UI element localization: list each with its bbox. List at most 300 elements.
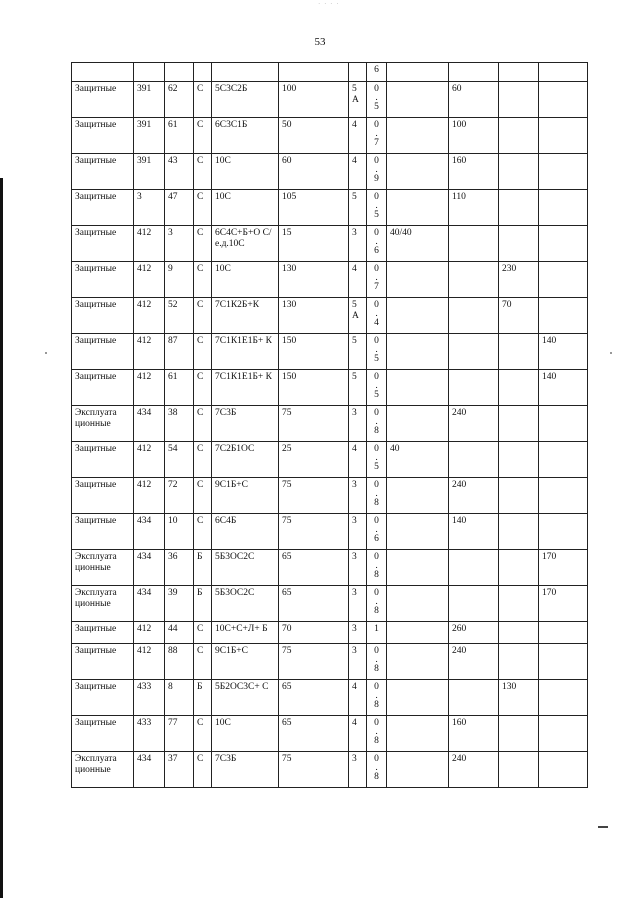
table-cell: 7С3Б	[212, 752, 279, 788]
table-cell	[539, 154, 588, 190]
density-cell	[367, 586, 387, 622]
table-cell: Эксплуата ционные	[72, 550, 134, 586]
table-cell: Защитные	[72, 442, 134, 478]
table-cell: 240	[449, 406, 499, 442]
density-cell	[367, 644, 387, 680]
table-cell: 110	[449, 190, 499, 226]
table-cell: Защитные	[72, 514, 134, 550]
table-cell: 3	[134, 190, 165, 226]
binding-edge-line	[0, 178, 3, 898]
table-cell: 77	[165, 716, 194, 752]
density-part: .	[375, 488, 378, 499]
table-cell	[499, 478, 539, 514]
density-part: 5	[374, 353, 379, 364]
density-part: 0	[374, 192, 379, 202]
table-row	[72, 118, 588, 154]
table-cell: 6С3С1Б	[212, 118, 279, 154]
table-cell	[387, 716, 449, 752]
scan-mark-dash	[598, 826, 608, 828]
table-row	[72, 550, 588, 586]
table-cell: Защитные	[72, 298, 134, 334]
table-cell	[499, 442, 539, 478]
table-cell: 100	[449, 118, 499, 154]
density-part: 0	[374, 300, 379, 310]
table-cell	[449, 298, 499, 334]
table-cell: С	[194, 622, 212, 644]
table-cell: 230	[499, 262, 539, 298]
table-cell: 434	[134, 514, 165, 550]
table-cell: 65	[279, 680, 349, 716]
density-part: .	[375, 452, 378, 463]
density-part: 0	[374, 336, 379, 346]
table-row	[72, 478, 588, 514]
table-cell: 170	[539, 550, 588, 586]
table-cell	[387, 118, 449, 154]
table-cell: 5	[349, 370, 367, 406]
table-cell: 70	[279, 622, 349, 644]
density-part: 0	[374, 588, 379, 598]
table-row	[72, 298, 588, 334]
table-cell: 65	[279, 586, 349, 622]
table-cell: 5 А	[349, 82, 367, 118]
table-cell: 65	[279, 716, 349, 752]
table-cell: 140	[539, 334, 588, 370]
table-cell	[449, 262, 499, 298]
table-row	[72, 680, 588, 716]
table-cell: 434	[134, 586, 165, 622]
table-cell: 5 А	[349, 298, 367, 334]
table-cell: 7С1К1Е1Б+ К	[212, 370, 279, 406]
table-cell: 391	[134, 118, 165, 154]
table-row	[72, 82, 588, 118]
table-cell: 7С3Б	[212, 406, 279, 442]
table-cell: С	[194, 190, 212, 226]
density-part: .	[375, 560, 378, 571]
table-row	[72, 190, 588, 226]
table-cell	[539, 514, 588, 550]
table-cell	[449, 680, 499, 716]
table-cell: 160	[449, 716, 499, 752]
table-row	[72, 406, 588, 442]
table-cell: 412	[134, 334, 165, 370]
table-cell: 10С+С+Л+ Б	[212, 622, 279, 644]
table-cell: 36	[165, 550, 194, 586]
table-cell	[499, 586, 539, 622]
table-cell: Защитные	[72, 370, 134, 406]
table-cell: 3	[349, 622, 367, 644]
table-cell: 5	[349, 334, 367, 370]
table-cell: Эксплуата ционные	[72, 752, 134, 788]
table-cell: Б	[194, 550, 212, 586]
table-cell: 3	[349, 550, 367, 586]
density-part: 5	[374, 389, 379, 400]
table-cell: 412	[134, 442, 165, 478]
table-cell: Защитные	[72, 82, 134, 118]
table-cell	[387, 154, 449, 190]
density-part: 6	[374, 533, 379, 544]
table-cell: 9С1Б+С	[212, 478, 279, 514]
table-cell	[387, 622, 449, 644]
table-cell: 3	[349, 586, 367, 622]
table-cell: 434	[134, 406, 165, 442]
table-cell: 4	[349, 716, 367, 752]
table-cell: 70	[499, 298, 539, 334]
table-cell	[539, 716, 588, 752]
table-cell: 434	[134, 752, 165, 788]
table-cell	[499, 334, 539, 370]
table-cell: 5	[349, 190, 367, 226]
table-cell: 88	[165, 644, 194, 680]
table-cell	[499, 370, 539, 406]
table-row	[72, 334, 588, 370]
table-cell: 10С	[212, 154, 279, 190]
table-cell: Эксплуата ционные	[72, 586, 134, 622]
density-part: 8	[374, 735, 379, 746]
table-cell: С	[194, 442, 212, 478]
density-part: 0	[374, 84, 379, 94]
density-part: 0	[374, 372, 379, 382]
table-cell	[499, 752, 539, 788]
density-cell	[367, 118, 387, 154]
table-cell: 412	[134, 622, 165, 644]
table-cell: Защитные	[72, 680, 134, 716]
table-cell	[539, 680, 588, 716]
table-cell: 40	[387, 442, 449, 478]
table-cell: С	[194, 644, 212, 680]
density-part: 8	[374, 425, 379, 436]
density-cell	[367, 514, 387, 550]
density-cell	[367, 226, 387, 262]
table-cell: 412	[134, 226, 165, 262]
table-cell	[387, 334, 449, 370]
table-cell	[387, 82, 449, 118]
table-cell	[499, 622, 539, 644]
density-cell	[367, 442, 387, 478]
density-cell	[367, 716, 387, 752]
table-cell: 7С2Б1ОС	[212, 442, 279, 478]
table-cell: 412	[134, 370, 165, 406]
table-cell: 130	[499, 680, 539, 716]
table-cell	[499, 716, 539, 752]
density-part: .	[375, 654, 378, 665]
table-row	[72, 442, 588, 478]
density-part: 0	[374, 228, 379, 238]
table-cell	[539, 82, 588, 118]
table-row	[72, 370, 588, 406]
table-cell: 412	[134, 478, 165, 514]
density-part: 0	[374, 646, 379, 656]
table-cell: 7С1К2Б+К	[212, 298, 279, 334]
table-row	[72, 622, 588, 644]
table-cell	[499, 550, 539, 586]
table-cell	[539, 226, 588, 262]
density-part: 0	[374, 444, 379, 454]
density-part: 1	[374, 624, 379, 634]
table-cell: 62	[165, 82, 194, 118]
density-cell	[367, 680, 387, 716]
table-cell: 150	[279, 334, 349, 370]
table-cell: 434	[134, 550, 165, 586]
table-cell: Защитные	[72, 644, 134, 680]
table-cell: 75	[279, 752, 349, 788]
density-part: 6	[374, 245, 379, 256]
table-row	[72, 262, 588, 298]
table-cell: 3	[165, 226, 194, 262]
table-cell	[449, 442, 499, 478]
table-cell: 391	[134, 154, 165, 190]
table-cell: Защитные	[72, 154, 134, 190]
table-cell	[499, 190, 539, 226]
table-cell: С	[194, 82, 212, 118]
table-cell: С	[194, 478, 212, 514]
density-part: 5	[374, 209, 379, 220]
table-cell	[539, 752, 588, 788]
table-cell: 4	[349, 680, 367, 716]
density-cell	[367, 82, 387, 118]
table-cell: Защитные	[72, 716, 134, 752]
density-cell	[367, 406, 387, 442]
density-part: 7	[374, 137, 379, 148]
table-cell	[449, 226, 499, 262]
table-cell: 47	[165, 190, 194, 226]
table-row	[72, 63, 588, 82]
table-cell: 433	[134, 716, 165, 752]
density-part: 5	[374, 461, 379, 472]
table-cell: 87	[165, 334, 194, 370]
density-part: 8	[374, 497, 379, 508]
table-cell: 6С4С+Б+О С/е.д.10С	[212, 226, 279, 262]
table-cell	[387, 514, 449, 550]
table-cell: 412	[134, 262, 165, 298]
density-part: 8	[374, 771, 379, 782]
table-cell: 160	[449, 154, 499, 190]
table-row	[72, 226, 588, 262]
table-body	[72, 63, 588, 788]
table-cell	[539, 644, 588, 680]
table-cell: 105	[279, 190, 349, 226]
table-cell	[449, 550, 499, 586]
table-cell: 10С	[212, 190, 279, 226]
table-cell: Защитные	[72, 622, 134, 644]
table-cell	[539, 622, 588, 644]
table-cell: 72	[165, 478, 194, 514]
table-cell: 3	[349, 752, 367, 788]
table-cell: 65	[279, 550, 349, 586]
table-cell: 75	[279, 406, 349, 442]
density-cell	[367, 298, 387, 334]
table-cell: 391	[134, 82, 165, 118]
table-cell: С	[194, 118, 212, 154]
table-cell: 3	[349, 514, 367, 550]
density-part: .	[375, 236, 378, 247]
table-cell	[499, 644, 539, 680]
density-cell	[367, 752, 387, 788]
table-cell: 4	[349, 442, 367, 478]
table-cell	[387, 190, 449, 226]
table-cell: 61	[165, 370, 194, 406]
table-cell: 412	[134, 298, 165, 334]
density-cell	[367, 370, 387, 406]
density-part: .	[375, 92, 378, 103]
table-cell: 130	[279, 298, 349, 334]
table-cell	[387, 478, 449, 514]
table-cell	[387, 550, 449, 586]
table-cell	[539, 478, 588, 514]
table-cell: 3	[349, 478, 367, 514]
density-part: 5	[374, 101, 379, 112]
table-cell: С	[194, 752, 212, 788]
table-cell: 240	[449, 478, 499, 514]
table-cell	[539, 298, 588, 334]
table-cell: С	[194, 298, 212, 334]
density-part: .	[375, 524, 378, 535]
table-cell: 60	[449, 82, 499, 118]
table-cell: 61	[165, 118, 194, 154]
density-part: 0	[374, 552, 379, 562]
table-cell	[387, 644, 449, 680]
density-part: 9	[374, 173, 379, 184]
page-number: 53	[314, 36, 326, 48]
table-cell: 140	[449, 514, 499, 550]
table-cell: 4	[349, 118, 367, 154]
scan-artifact: · · · ·	[318, 0, 340, 8]
density-cell	[367, 622, 387, 644]
table-cell	[499, 514, 539, 550]
table-cell	[539, 442, 588, 478]
table-cell: 5Б3ОС2С	[212, 550, 279, 586]
density-part: .	[375, 596, 378, 607]
table-cell: С	[194, 370, 212, 406]
table-cell: 4	[349, 154, 367, 190]
table-cell	[387, 370, 449, 406]
table-cell: 240	[449, 752, 499, 788]
table-cell: 5Б3ОС2С	[212, 586, 279, 622]
density-part: 0	[374, 480, 379, 490]
table-cell: Защитные	[72, 190, 134, 226]
density-part: .	[375, 380, 378, 391]
table-cell: 39	[165, 586, 194, 622]
table-cell	[539, 118, 588, 154]
table-cell	[499, 406, 539, 442]
table-cell: 7С1К1Е1Б+ К	[212, 334, 279, 370]
table-cell	[387, 752, 449, 788]
table-cell: 10	[165, 514, 194, 550]
table-cell: 5С3С2Б	[212, 82, 279, 118]
table-cell: 100	[279, 82, 349, 118]
density-part: 4	[374, 317, 379, 328]
density-part: 0	[374, 120, 379, 130]
scan-speck	[45, 352, 47, 354]
table-cell	[387, 586, 449, 622]
table-cell	[387, 406, 449, 442]
table-row	[72, 586, 588, 622]
table-cell: 3	[349, 406, 367, 442]
table-cell: 10С	[212, 716, 279, 752]
density-cell	[367, 262, 387, 298]
density-cell	[367, 478, 387, 514]
table-cell: 10С	[212, 262, 279, 298]
table-cell: 37	[165, 752, 194, 788]
table-cell: Защитные	[72, 262, 134, 298]
table-cell: 4	[349, 262, 367, 298]
table-cell	[387, 298, 449, 334]
table-cell	[387, 262, 449, 298]
table-cell	[539, 190, 588, 226]
table-cell: 8	[165, 680, 194, 716]
table-cell: С	[194, 406, 212, 442]
table-cell: 3	[349, 226, 367, 262]
table-cell	[449, 586, 499, 622]
table-cell	[499, 118, 539, 154]
table-cell	[539, 262, 588, 298]
table-cell: 44	[165, 622, 194, 644]
density-part: 8	[374, 605, 379, 616]
table-cell: Б	[194, 680, 212, 716]
table-cell	[449, 370, 499, 406]
table-cell	[539, 406, 588, 442]
table-cell: С	[194, 514, 212, 550]
table-cell: Защитные	[72, 118, 134, 154]
table-cell	[449, 334, 499, 370]
table-cell: 433	[134, 680, 165, 716]
table-cell: Защитные	[72, 334, 134, 370]
density-part: 0	[374, 718, 379, 728]
density-part: 0	[374, 516, 379, 526]
table-cell	[499, 226, 539, 262]
table-row	[72, 514, 588, 550]
table-cell: 240	[449, 644, 499, 680]
density-part: .	[375, 726, 378, 737]
table-cell: 40/40	[387, 226, 449, 262]
table-cell: 60	[279, 154, 349, 190]
forest-inventory-table	[71, 62, 588, 788]
table-cell: 43	[165, 154, 194, 190]
table-cell: Эксплуата ционные	[72, 406, 134, 442]
table-cell: 50	[279, 118, 349, 154]
table-cell: 6С4Б	[212, 514, 279, 550]
table-row	[72, 752, 588, 788]
table-cell: С	[194, 154, 212, 190]
density-part: 0	[374, 264, 379, 274]
table-cell	[387, 680, 449, 716]
density-part: .	[375, 416, 378, 427]
density-part: 8	[374, 663, 379, 674]
table-cell: 5Б2ОС3С+ С	[212, 680, 279, 716]
table-cell: С	[194, 262, 212, 298]
table-row	[72, 644, 588, 680]
density-part: .	[375, 128, 378, 139]
table-cell: 260	[449, 622, 499, 644]
density-part: .	[375, 690, 378, 701]
density-cell	[367, 154, 387, 190]
table-cell: Защитные	[72, 478, 134, 514]
table-cell: 9	[165, 262, 194, 298]
density-part: .	[375, 308, 378, 319]
density-cell	[367, 550, 387, 586]
density-part: 8	[374, 569, 379, 580]
table-cell: 15	[279, 226, 349, 262]
table-row	[72, 154, 588, 190]
table-cell	[499, 154, 539, 190]
density-cell	[367, 190, 387, 226]
density-part: 0	[374, 682, 379, 692]
density-part: .	[375, 200, 378, 211]
table-cell: 25	[279, 442, 349, 478]
density-part: .	[375, 344, 378, 355]
density-part: 0	[374, 408, 379, 418]
table-cell	[499, 82, 539, 118]
table-cell: 75	[279, 514, 349, 550]
